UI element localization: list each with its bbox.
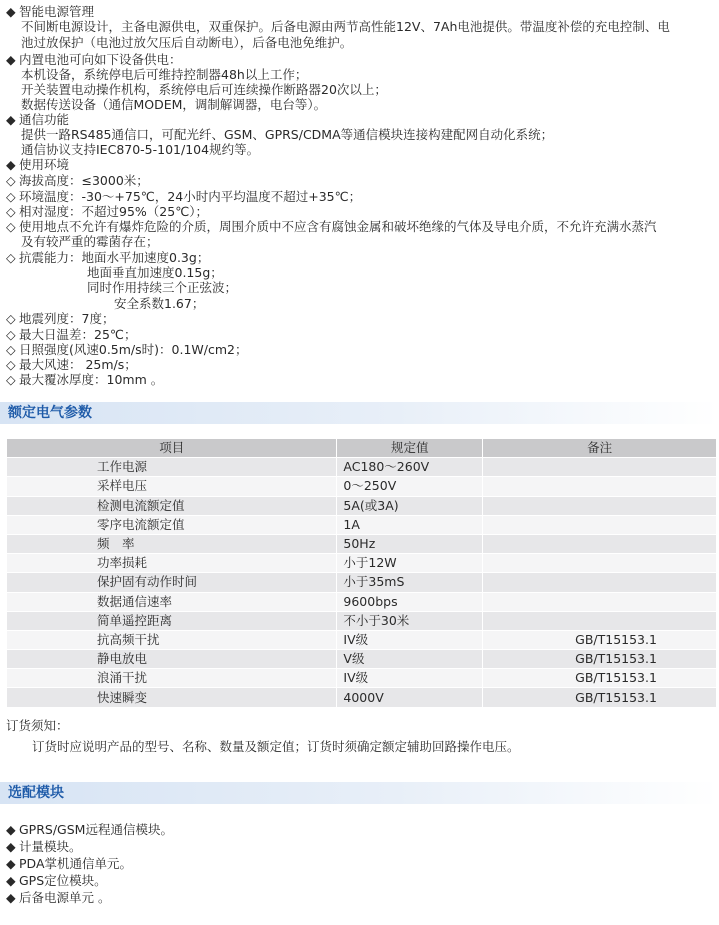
section-header-modules [0,782,719,804]
bullet-diamond-icon: ◆ [6,856,16,871]
bullet-hollow-diamond-icon: ◇ [6,327,16,342]
feature-battery-text-3: 数据传送设备（通信MODEM，调制解调器，电台等）。 [21,97,327,112]
cell-value: 1A [337,515,483,534]
table-row [7,477,717,496]
table-row [7,496,717,515]
cell-value: AC180～260V [337,458,483,477]
bullet-hollow-diamond-icon: ◇ [6,250,16,265]
env-item: ◇ 海拔高度：≤3000米； [6,173,149,188]
feature-env-title: ◆ 使用环境 [6,157,70,172]
feature-power-text-2: 池过放保护（电池过放欠压后自动断电），后备电池免维护。 [21,35,353,50]
bullet-diamond-icon: ◆ [6,157,16,172]
cell-value: V级 [337,650,483,669]
cell-note [483,458,717,477]
module-item: ◆ GPS定位模块。 [6,873,107,888]
cell-note [483,573,717,592]
table-row [7,554,717,573]
cell-value: 小于35mS [337,573,483,592]
feature-power-text-1: 不间断电源设计，主备电源供电，双重保护。后备电源由两节高性能12V、7Ah电池提供。带温度补偿的充电控制、电 [21,19,670,34]
cell-item: 浪涌干扰 [7,669,337,688]
env-item: ◇ 最大覆冰厚度：10mm 。 [6,372,164,387]
section-header-electrical [0,402,719,424]
table-row [7,688,717,707]
cell-item: 静电放电 [7,650,337,669]
column-header: 备注 [483,439,717,458]
cell-item: 简单遥控距离 [7,611,337,630]
cell-note [483,611,717,630]
bullet-hollow-diamond-icon: ◇ [6,372,16,387]
table-row [7,630,717,649]
table-row [7,534,717,553]
table-row [7,515,717,534]
cell-value: IV级 [337,630,483,649]
bullet-hollow-diamond-icon: ◇ [6,311,16,326]
bullet-hollow-diamond-icon: ◇ [6,357,16,372]
bullet-diamond-icon: ◆ [6,4,16,19]
cell-value: 0～250V [337,477,483,496]
cell-note [483,515,717,534]
cell-note: GB/T15153.1 [483,650,717,669]
bullet-hollow-diamond-icon: ◇ [6,189,16,204]
cell-note: GB/T15153.1 [483,669,717,688]
feature-battery-text-2: 开关装置电动操作机构，系统停电后可连续操作断路器20次以上； [21,82,387,97]
bullet-diamond-icon: ◆ [6,839,16,854]
env-item: ◇ 日照强度(风速0.5m/s时)：0.1W/cm2； [6,342,248,357]
table-row [7,458,717,477]
bullet-hollow-diamond-icon: ◇ [6,219,16,234]
cell-item: 检测电流额定值 [7,496,337,515]
column-header: 规定值 [337,439,483,458]
feature-comm-text-1: 提供一路RS485通信口，可配光纤、GSM、GPRS/CDMA等通信模块连接构建配网自动化系统； [21,127,554,142]
ordering-text: 订货时应说明产品的型号、名称、数量及额定值；订货时须确定额定辅助回路操作电压。 [32,739,520,754]
cell-value: 4000V [337,688,483,707]
feature-battery-title: ◆ 内置电池可向如下设备供电： [6,52,182,67]
cell-note: GB/T15153.1 [483,630,717,649]
cell-note [483,534,717,553]
ordering-title: 订货须知： [6,718,69,733]
module-item: ◆ 后备电源单元 。 [6,890,111,905]
cell-value: 50Hz [337,534,483,553]
cell-note [483,477,717,496]
cell-item: 频 率 [7,534,337,553]
bullet-diamond-icon: ◆ [6,873,16,888]
table-row [7,592,717,611]
table-header-row [7,439,717,458]
cell-note: GB/T15153.1 [483,688,717,707]
bullet-hollow-diamond-icon: ◇ [6,342,16,357]
section-title: 选配模块 [8,785,64,801]
bullet-diamond-icon: ◆ [6,890,16,905]
env-item-continuation: 同时作用持续三个正弦波； [87,280,238,295]
module-item: ◆ 计量模块。 [6,839,82,854]
cell-note [483,496,717,515]
table-row [7,573,717,592]
env-item-continuation: 及有较严重的霉菌存在； [21,234,159,249]
bullet-hollow-diamond-icon: ◇ [6,204,16,219]
bullet-diamond-icon: ◆ [6,112,16,127]
env-item: ◇ 环境温度：-30〜+75℃，24小时内平均温度不超过+35℃； [6,189,362,204]
feature-battery-text-1: 本机设备，系统停电后可维持控制器48h以上工作； [21,67,308,82]
section-title: 额定电气参数 [8,405,92,421]
cell-item: 功率损耗 [7,554,337,573]
cell-item: 数据通信速率 [7,592,337,611]
cell-item: 工作电源 [7,458,337,477]
cell-note [483,592,717,611]
cell-value: 9600bps [337,592,483,611]
bullet-diamond-icon: ◆ [6,822,16,837]
table-row [7,669,717,688]
cell-item: 保护固有动作时间 [7,573,337,592]
env-item: ◇ 抗震能力：地面水平加速度0.3g； [6,250,210,265]
cell-value: 不小于30米 [337,611,483,630]
feature-comm-title: ◆ 通信功能 [6,112,70,127]
electrical-params-table [6,438,717,708]
column-header: 项目 [7,439,337,458]
cell-item: 零序电流额定值 [7,515,337,534]
cell-value: IV级 [337,669,483,688]
env-item: ◇ 最大日温差：25℃； [6,327,137,342]
cell-note [483,554,717,573]
bullet-hollow-diamond-icon: ◇ [6,173,16,188]
env-item: ◇ 最大风速： 25m/s； [6,357,137,372]
cell-value: 小于12W [337,554,483,573]
table-row [7,611,717,630]
feature-comm-text-2: 通信协议支持IEC870-5-101/104规约等。 [21,142,260,157]
cell-item: 快速瞬变 [7,688,337,707]
cell-value: 5A(或3A) [337,496,483,515]
feature-power-title: ◆ 智能电源管理 [6,4,95,19]
cell-item: 采样电压 [7,477,337,496]
module-item: ◆ PDA掌机通信单元。 [6,856,132,871]
cell-item: 抗高频干扰 [7,630,337,649]
env-item-continuation: 安全系数1.67； [114,296,205,311]
module-item: ◆ GPRS/GSM远程通信模块。 [6,822,173,837]
env-item-continuation: 地面垂直加速度0.15g； [87,265,223,280]
env-item: ◇ 使用地点不允许有爆炸危险的介质，周围介质中不应含有腐蚀金属和破坏绝缘的气体及导电介质，不允许充满水蒸汽 [6,219,657,234]
bullet-diamond-icon: ◆ [6,52,16,67]
env-item: ◇ 相对湿度：不超过95%（25℃）； [6,204,208,219]
env-item: ◇ 地震列度：7度； [6,311,115,326]
table-row [7,650,717,669]
